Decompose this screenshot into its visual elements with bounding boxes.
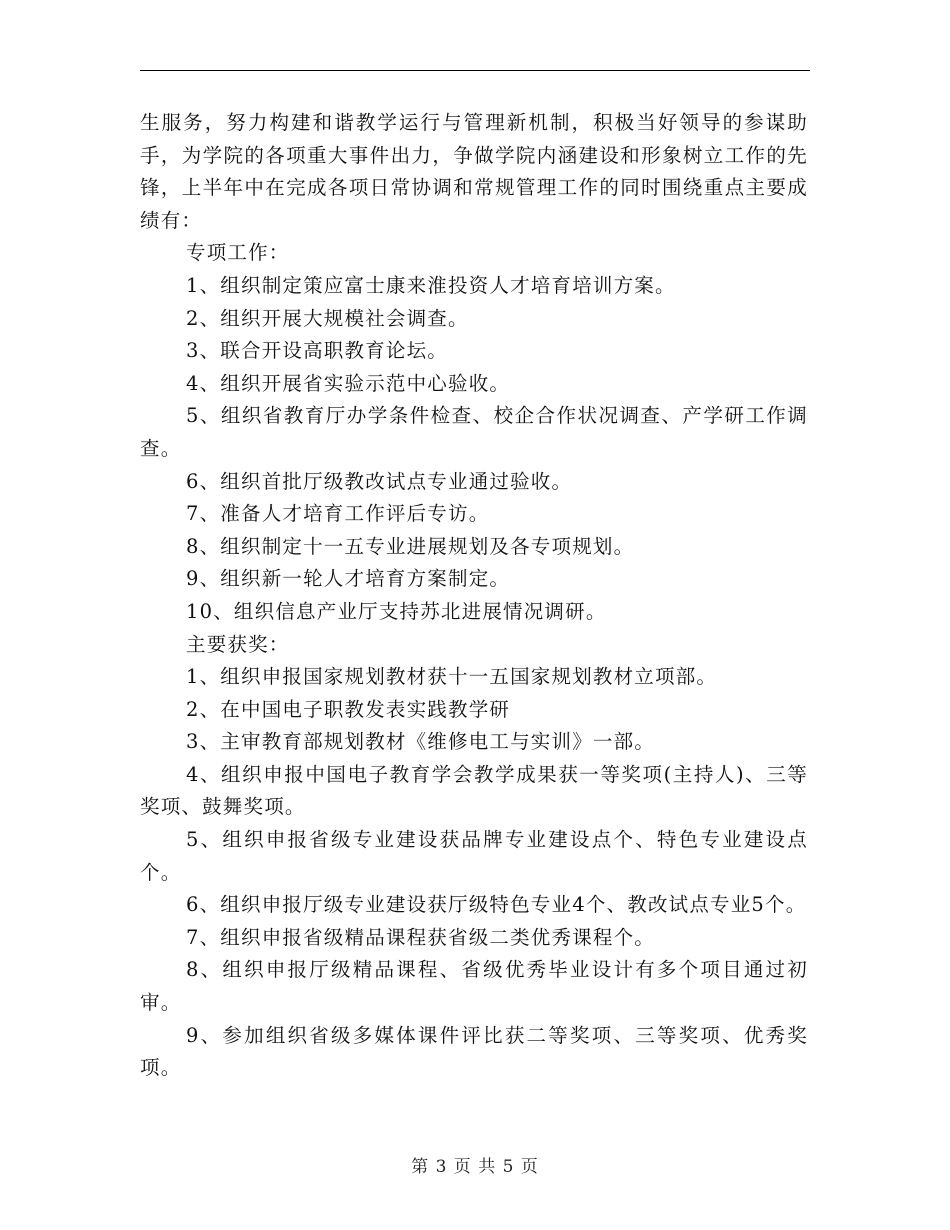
header-rule: [140, 70, 810, 71]
paragraph: 10、组织信息产业厅支持苏北进展情况调研。: [186, 599, 607, 623]
paragraph: 5、组织申报省级专业建设获品牌专业建设点个、特色专业建设点个。: [140, 828, 808, 884]
paragraph: 8、组织制定十一五专业进展规划及各专项规划。: [186, 534, 635, 558]
paragraph: 1、组织申报国家规划教材获十一五国家规划教材立项部。: [186, 665, 718, 689]
paragraph: 9、参加组织省级多媒体课件评比获二等奖项、三等奖项、优秀奖项。: [140, 1023, 808, 1080]
paragraph: 6、组织申报厅级专业建设获厅级特色专业4个、教改试点专业5个。: [186, 893, 807, 917]
paragraph: 7、组织申报省级精品课程获省级二类优秀课程个。: [186, 925, 656, 949]
paragraph: 9、组织新一轮人才培育方案制定。: [186, 567, 511, 591]
paragraph: 专项工作：: [186, 241, 290, 265]
paragraph: 4、组织开展省实验示范中心验收。: [186, 371, 511, 395]
paragraph: 6、组织首批厅级教改试点专业通过验收。: [186, 469, 573, 493]
paragraph: 8、组织申报厅级精品课程、省级优秀毕业设计有多个项目通过初审。: [140, 958, 808, 1015]
paragraph: 主要获奖：: [186, 632, 290, 656]
paragraph: 2、在中国电子职教发表实践教学研: [186, 697, 511, 721]
paragraph: 2、组织开展大规模社会调查。: [186, 306, 469, 330]
paragraph: 3、主审教育部规划教材《维修电工与实训》一部。: [186, 730, 656, 754]
paragraph: 4、组织申报中国电子教育学会教学成果获一等奖项(主持人)、三等奖项、鼓舞奖项。: [140, 762, 808, 819]
page-footer: 第 3 页 共 5 页: [411, 1157, 539, 1177]
paragraph: 5、组织省教育厅办学条件检查、校企合作状况调查、产学研工作调查。: [140, 404, 808, 460]
paragraph: 生服务，努力构建和谐教学运行与管理新机制，积极当好领导的参谋助手，为学院的各项重大事件出力，争做学院内涵建设和形象树立工作的先锋，上半年中在完成各项日常协调和常规管理工作的同时围绕重点主要成绩有：: [140, 111, 808, 232]
paragraph: 7、准备人才培育工作评后专访。: [186, 502, 490, 526]
paragraph: 1、组织制定策应富士康来淮投资人才培育培训方案。: [186, 273, 676, 297]
document-body: [140, 107, 808, 1085]
paragraph: 3、联合开设高职教育论坛。: [186, 339, 449, 363]
